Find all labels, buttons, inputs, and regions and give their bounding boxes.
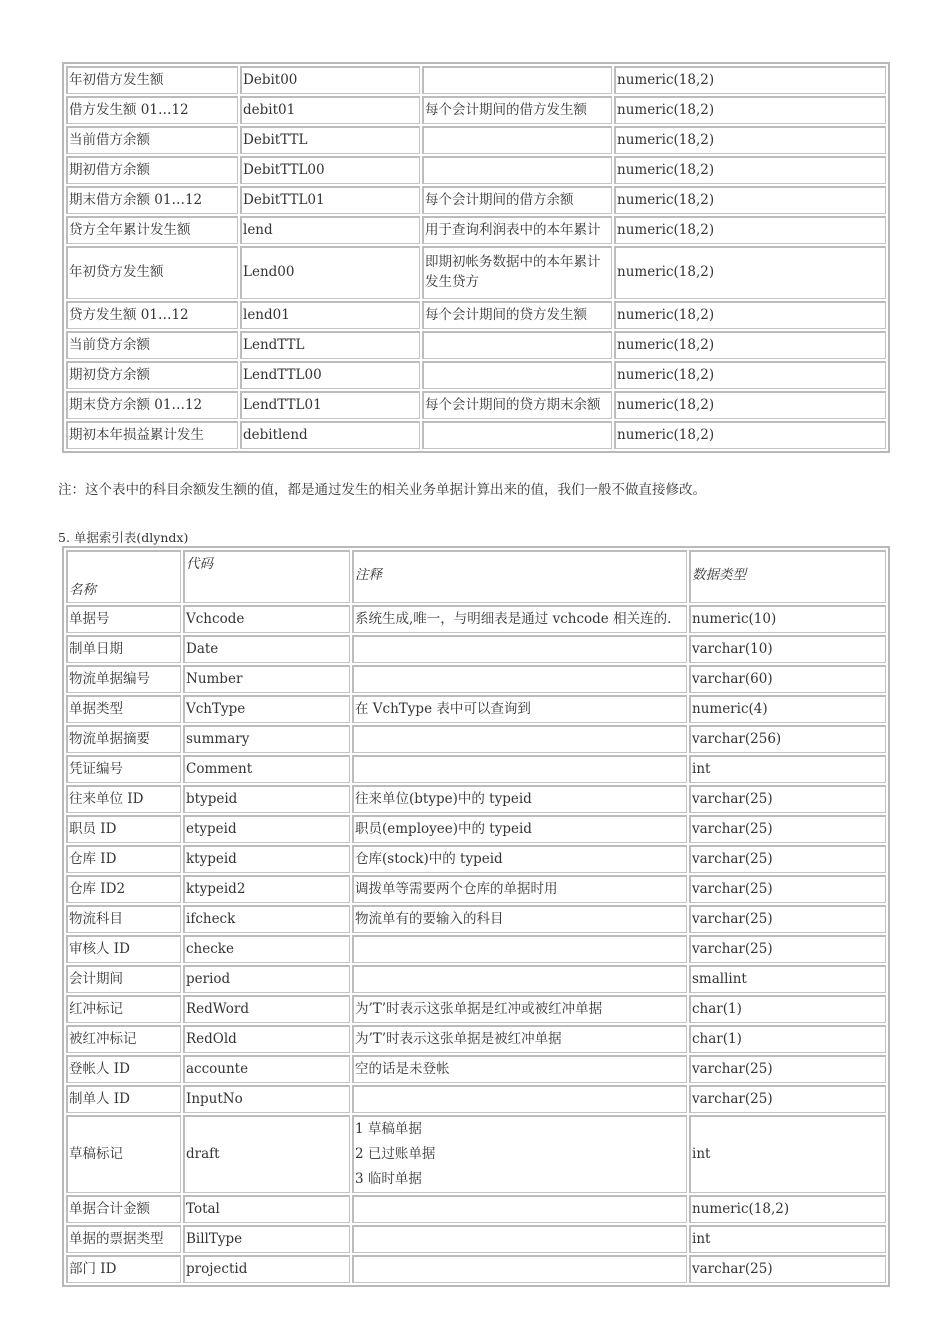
cell-code: InputNo — [183, 1085, 350, 1113]
cell-type: numeric(18,2) — [614, 391, 886, 419]
table-row — [66, 785, 886, 813]
table-header-row — [66, 550, 886, 603]
cell-type: numeric(18,2) — [614, 216, 886, 244]
table-row — [66, 905, 886, 933]
table-row — [66, 875, 886, 903]
cell-note — [352, 935, 687, 963]
cell-type: numeric(18,2) — [614, 301, 886, 329]
cell-type: varchar(25) — [689, 1085, 886, 1113]
cell-type: varchar(256) — [689, 725, 886, 753]
header-name: 名称 — [66, 550, 181, 603]
cell-code: LendTTL — [240, 331, 420, 359]
table-row — [66, 1225, 886, 1253]
cell-type: numeric(18,2) — [614, 246, 886, 299]
cell-code: DebitTTL00 — [240, 156, 420, 184]
header-code: 代码 — [183, 550, 350, 603]
table-row — [66, 845, 886, 873]
cell-note: 仓库(stock)中的 typeid — [352, 845, 687, 873]
cell-code: ktypeid — [183, 845, 350, 873]
cell-type: char(1) — [689, 995, 886, 1023]
cell-note: 每个会计期间的借方余额 — [422, 186, 612, 214]
cell-type: numeric(4) — [689, 695, 886, 723]
cell-code: DebitTTL01 — [240, 186, 420, 214]
cell-code: Lend00 — [240, 246, 420, 299]
table-row — [66, 66, 886, 94]
balance-table — [62, 62, 890, 453]
cell-note — [422, 66, 612, 94]
cell-code: etypeid — [183, 815, 350, 843]
cell-type: smallint — [689, 965, 886, 993]
cell-note — [352, 755, 687, 783]
cell-name: 仓库 ID — [66, 845, 181, 873]
cell-type: numeric(18,2) — [614, 186, 886, 214]
table-row — [66, 725, 886, 753]
cell-note — [352, 965, 687, 993]
cell-code: Debit00 — [240, 66, 420, 94]
table-row — [66, 186, 886, 214]
cell-code: lend01 — [240, 301, 420, 329]
table-row — [66, 965, 886, 993]
cell-name: 登帐人 ID — [66, 1055, 181, 1083]
cell-name: 单据号 — [66, 605, 181, 633]
cell-name: 制单人 ID — [66, 1085, 181, 1113]
cell-type: varchar(25) — [689, 845, 886, 873]
table-row — [66, 1085, 886, 1113]
cell-type: varchar(25) — [689, 905, 886, 933]
cell-note: 调拨单等需要两个仓库的单据时用 — [352, 875, 687, 903]
table-row — [66, 695, 886, 723]
cell-code: period — [183, 965, 350, 993]
table-row — [66, 391, 886, 419]
cell-name: 贷方发生额 01…12 — [66, 301, 238, 329]
cell-code: RedWord — [183, 995, 350, 1023]
cell-note: 空的话是未登帐 — [352, 1055, 687, 1083]
cell-code: DebitTTL — [240, 126, 420, 154]
cell-type: varchar(25) — [689, 785, 886, 813]
cell-note — [422, 156, 612, 184]
cell-code: RedOld — [183, 1025, 350, 1053]
cell-name: 职员 ID — [66, 815, 181, 843]
table-row — [66, 635, 886, 663]
cell-note — [422, 361, 612, 389]
cell-code: projectid — [183, 1255, 350, 1283]
cell-note — [422, 331, 612, 359]
cell-type: varchar(60) — [689, 665, 886, 693]
cell-code: lend — [240, 216, 420, 244]
table-note: 注：这个表中的科目余额发生额的值，都是通过发生的相关业务单据计算出来的值，我们一般不做直接修改。 — [58, 482, 706, 498]
cell-note: 往来单位(btype)中的 typeid — [352, 785, 687, 813]
table-row — [66, 935, 886, 963]
table-row — [66, 755, 886, 783]
table-row — [66, 665, 886, 693]
cell-code: Date — [183, 635, 350, 663]
cell-name: 当前借方余额 — [66, 126, 238, 154]
cell-code: accounte — [183, 1055, 350, 1083]
cell-note: 每个会计期间的贷方发生额 — [422, 301, 612, 329]
table-row — [66, 815, 886, 843]
cell-note — [352, 665, 687, 693]
cell-code: draft — [183, 1115, 350, 1193]
cell-type: varchar(10) — [689, 635, 886, 663]
cell-type: varchar(25) — [689, 935, 886, 963]
cell-name: 期末借方余额 01…12 — [66, 186, 238, 214]
table-row — [66, 605, 886, 633]
cell-name: 部门 ID — [66, 1255, 181, 1283]
cell-code: btypeid — [183, 785, 350, 813]
table-row — [66, 995, 886, 1023]
cell-code: ifcheck — [183, 905, 350, 933]
table-row — [66, 156, 886, 184]
cell-name: 当前贷方余额 — [66, 331, 238, 359]
cell-type: numeric(18,2) — [614, 361, 886, 389]
cell-note: 为’T’时表示这张单据是红冲或被红冲单据 — [352, 995, 687, 1023]
section-heading: 5. 单据索引表(dlyndx) — [58, 530, 189, 545]
table-row — [66, 1055, 886, 1083]
cell-type: numeric(18,2) — [614, 126, 886, 154]
cell-code: Comment — [183, 755, 350, 783]
table-row — [66, 1115, 886, 1193]
cell-name: 贷方全年累计发生额 — [66, 216, 238, 244]
cell-code: BillType — [183, 1225, 350, 1253]
cell-code: Total — [183, 1195, 350, 1223]
voucher-index-table — [62, 546, 890, 1287]
cell-note — [352, 635, 687, 663]
cell-code: VchType — [183, 695, 350, 723]
cell-name: 会计期间 — [66, 965, 181, 993]
cell-name: 借方发生额 01…12 — [66, 96, 238, 124]
cell-note — [352, 1255, 687, 1283]
cell-code: debitlend — [240, 421, 420, 449]
cell-type: numeric(18,2) — [614, 156, 886, 184]
table-row — [66, 246, 886, 299]
cell-code: debit01 — [240, 96, 420, 124]
cell-note: 1 草稿单据 2 已过账单据 3 临时单据 — [352, 1115, 687, 1193]
cell-name: 期初贷方余额 — [66, 361, 238, 389]
cell-note — [422, 126, 612, 154]
cell-name: 单据合计金额 — [66, 1195, 181, 1223]
cell-note: 用于查询利润表中的本年累计 — [422, 216, 612, 244]
cell-type: varchar(25) — [689, 1255, 886, 1283]
cell-note: 在 VchType 表中可以查询到 — [352, 695, 687, 723]
cell-name: 红冲标记 — [66, 995, 181, 1023]
cell-note — [422, 421, 612, 449]
cell-note — [352, 1195, 687, 1223]
cell-code: Number — [183, 665, 350, 693]
table-row — [66, 126, 886, 154]
cell-type: numeric(10) — [689, 605, 886, 633]
cell-name: 仓库 ID2 — [66, 875, 181, 903]
cell-name: 审核人 ID — [66, 935, 181, 963]
table-row — [66, 361, 886, 389]
cell-note: 每个会计期间的贷方期末余额 — [422, 391, 612, 419]
cell-code: ktypeid2 — [183, 875, 350, 903]
cell-name: 单据类型 — [66, 695, 181, 723]
table-row — [66, 1025, 886, 1053]
cell-note: 即期初帐务数据中的本年累计 发生贷方 — [422, 246, 612, 299]
table-row — [66, 1195, 886, 1223]
cell-type: char(1) — [689, 1025, 886, 1053]
table-row — [66, 421, 886, 449]
cell-note: 系统生成,唯一，与明细表是通过 vchcode 相关连的. — [352, 605, 687, 633]
cell-code: summary — [183, 725, 350, 753]
cell-name: 单据的票据类型 — [66, 1225, 181, 1253]
cell-name: 物流单据编号 — [66, 665, 181, 693]
cell-code: LendTTL01 — [240, 391, 420, 419]
cell-type: numeric(18,2) — [689, 1195, 886, 1223]
cell-type: varchar(25) — [689, 815, 886, 843]
cell-name: 年初借方发生额 — [66, 66, 238, 94]
cell-name: 制单日期 — [66, 635, 181, 663]
cell-note — [352, 1225, 687, 1253]
cell-name: 期初借方余额 — [66, 156, 238, 184]
cell-type: int — [689, 1225, 886, 1253]
cell-note — [352, 725, 687, 753]
cell-type: numeric(18,2) — [614, 331, 886, 359]
cell-note: 职员(employee)中的 typeid — [352, 815, 687, 843]
cell-code: Vchcode — [183, 605, 350, 633]
cell-note: 物流单有的要输入的科目 — [352, 905, 687, 933]
cell-name: 往来单位 ID — [66, 785, 181, 813]
cell-type: int — [689, 755, 886, 783]
table-row — [66, 96, 886, 124]
cell-name: 物流单据摘要 — [66, 725, 181, 753]
cell-type: numeric(18,2) — [614, 96, 886, 124]
cell-type: varchar(25) — [689, 1055, 886, 1083]
cell-type: numeric(18,2) — [614, 66, 886, 94]
table-row — [66, 216, 886, 244]
cell-note: 为’T’时表示这张单据是被红冲单据 — [352, 1025, 687, 1053]
cell-type: numeric(18,2) — [614, 421, 886, 449]
header-type: 数据类型 — [689, 550, 886, 603]
cell-name: 年初贷方发生额 — [66, 246, 238, 299]
table-row — [66, 301, 886, 329]
table-row — [66, 331, 886, 359]
cell-name: 草稿标记 — [66, 1115, 181, 1193]
header-note: 注释 — [352, 550, 687, 603]
cell-name: 期末贷方余额 01…12 — [66, 391, 238, 419]
cell-code: checke — [183, 935, 350, 963]
cell-note: 每个会计期间的借方发生额 — [422, 96, 612, 124]
table-row — [66, 1255, 886, 1283]
cell-type: int — [689, 1115, 886, 1193]
cell-name: 期初本年损益累计发生 — [66, 421, 238, 449]
cell-name: 被红冲标记 — [66, 1025, 181, 1053]
cell-type: varchar(25) — [689, 875, 886, 903]
cell-note — [352, 1085, 687, 1113]
cell-name: 物流科目 — [66, 905, 181, 933]
cell-code: LendTTL00 — [240, 361, 420, 389]
cell-name: 凭证编号 — [66, 755, 181, 783]
